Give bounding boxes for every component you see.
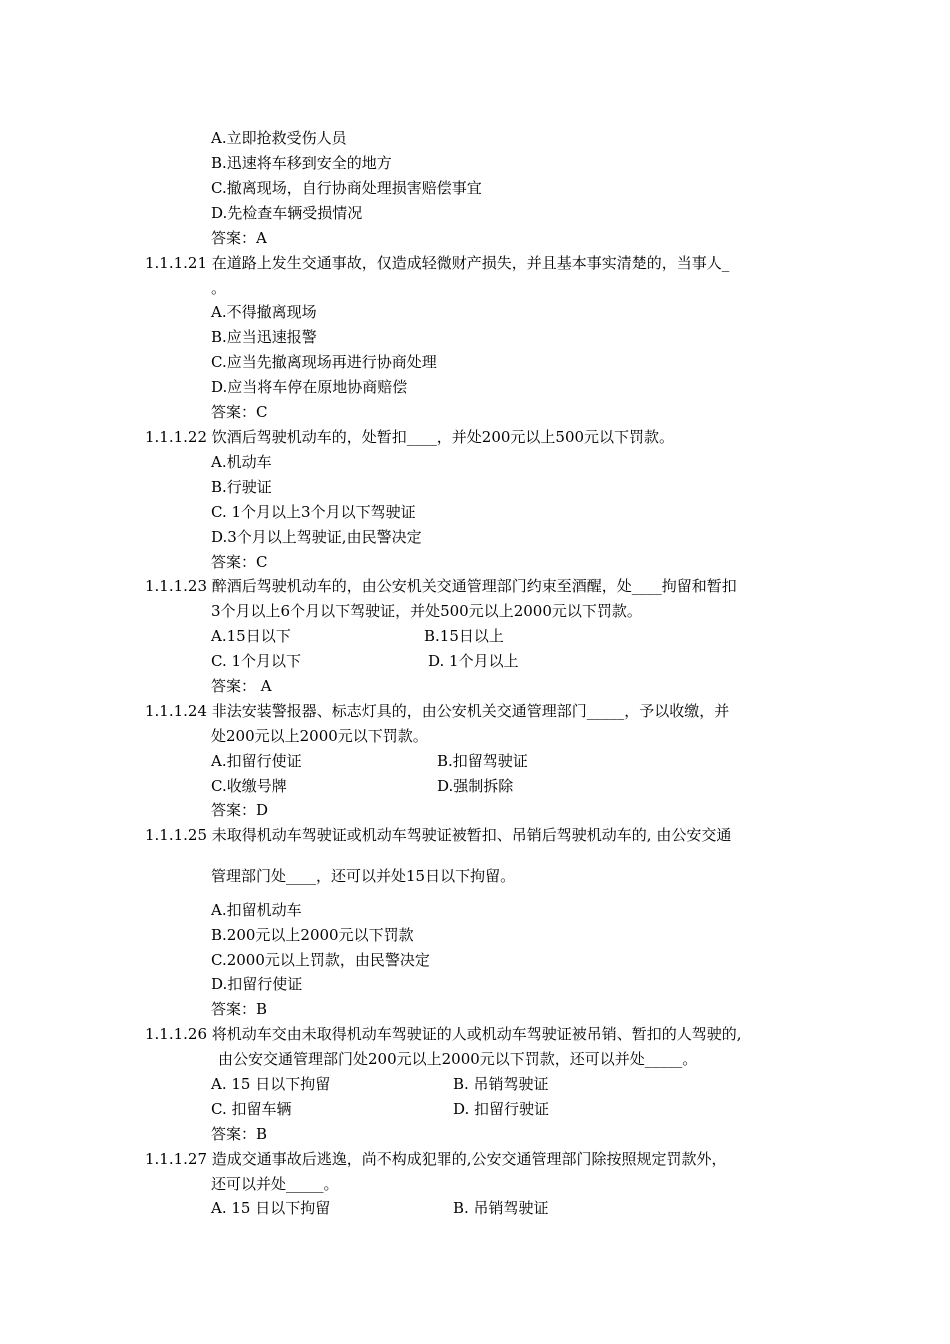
- option-a: A.机动车: [211, 453, 272, 471]
- option-c: C.应当先撤离现场再进行协商处理: [211, 353, 437, 371]
- option-d: D.强制拆除: [437, 777, 514, 795]
- answer: 答案：C: [211, 403, 268, 421]
- question-25-continued: 管理部门处____，还可以并处15日以下拘留。: [211, 867, 516, 885]
- option-a: A.立即抢救受伤人员: [211, 129, 347, 147]
- option-c: C. 扣留车辆: [211, 1100, 292, 1118]
- option-d: D.应当将车停在原地协商赔偿: [211, 378, 408, 396]
- question-27-continued: 还可以并处_____。: [211, 1175, 339, 1193]
- option-a: A. 15 日以下拘留: [211, 1199, 331, 1217]
- option-a: A.扣留行使证: [211, 752, 302, 770]
- option-c: C.撤离现场，自行协商处理损害赔偿事宜: [211, 179, 482, 197]
- option-a: A.不得撤离现场: [211, 303, 317, 321]
- question-24: 1.1.1.24 非法安装警报器、标志灯具的，由公安机关交通管理部门_____，予以收缴，并: [145, 702, 730, 720]
- option-b: B.15日以上: [424, 627, 504, 645]
- option-b: B. 吊销驾驶证: [453, 1075, 549, 1093]
- option-b: B.迅速将车移到安全的地方: [211, 154, 392, 172]
- answer: 答案：A: [211, 229, 267, 247]
- question-21: 1.1.1.21 在道路上发生交通事故，仅造成轻微财产损失，并且基本事实清楚的，当事人_: [145, 254, 730, 272]
- option-d: D.扣留行使证: [211, 975, 303, 993]
- option-c: C. 1个月以上3个月以下驾驶证: [211, 503, 416, 521]
- question-23-continued: 3个月以上6个月以下驾驶证，并处500元以上2000元以下罚款。: [211, 602, 642, 620]
- question-26: 1.1.1.26 将机动车交由未取得机动车驾驶证的人或机动车驾驶证被吊销、暂扣的人驾驶的,: [145, 1025, 742, 1043]
- answer: 答案： A: [211, 677, 272, 695]
- option-d: D. 1个月以上: [428, 652, 519, 670]
- answer: 答案：D: [211, 801, 269, 819]
- answer: 答案：B: [211, 1000, 268, 1018]
- question-24-continued: 处200元以上2000元以下罚款。: [211, 727, 428, 745]
- question-23: 1.1.1.23 醉酒后驾驶机动车的，由公安机关交通管理部门约束至酒醒，处____拘留和暂扣: [145, 577, 737, 595]
- question-21-continued: 。: [211, 279, 227, 297]
- option-d: D.3个月以上驾驶证,由民警决定: [211, 528, 422, 546]
- option-a: A.15日以下: [211, 627, 291, 645]
- option-c: C.收缴号牌: [211, 777, 287, 795]
- option-c: C. 1个月以下: [211, 652, 302, 670]
- option-c: C.2000元以上罚款，由民警决定: [211, 951, 430, 969]
- answer: 答案：C: [211, 553, 268, 571]
- question-26-continued: 由公安交通管理部门处200元以上2000元以下罚款，还可以并处_____。: [218, 1050, 698, 1068]
- option-d: D.先检查车辆受损情况: [211, 204, 363, 222]
- question-22: 1.1.1.22 饮酒后驾驶机动车的，处暂扣____，并处200元以上500元以下罚款。: [145, 428, 675, 446]
- answer: 答案：B: [211, 1125, 268, 1143]
- option-b: B. 吊销驾驶证: [453, 1199, 549, 1217]
- option-a: A. 15 日以下拘留: [211, 1075, 331, 1093]
- option-b: B.行驶证: [211, 478, 272, 496]
- question-27: 1.1.1.27 造成交通事故后逃逸，尚不构成犯罪的,公安交通管理部门除按照规定罚款外，: [145, 1150, 727, 1168]
- option-b: B.应当迅速报警: [211, 328, 317, 346]
- option-b: B.200元以上2000元以下罚款: [211, 926, 414, 944]
- option-b: B.扣留驾驶证: [437, 752, 528, 770]
- option-d: D. 扣留行驶证: [453, 1100, 550, 1118]
- question-25: 1.1.1.25 未取得机动车驾驶证或机动车驾驶证被暂扣、吊销后驾驶机动车的, 由公安交通: [145, 826, 732, 844]
- option-a: A.扣留机动车: [211, 901, 302, 919]
